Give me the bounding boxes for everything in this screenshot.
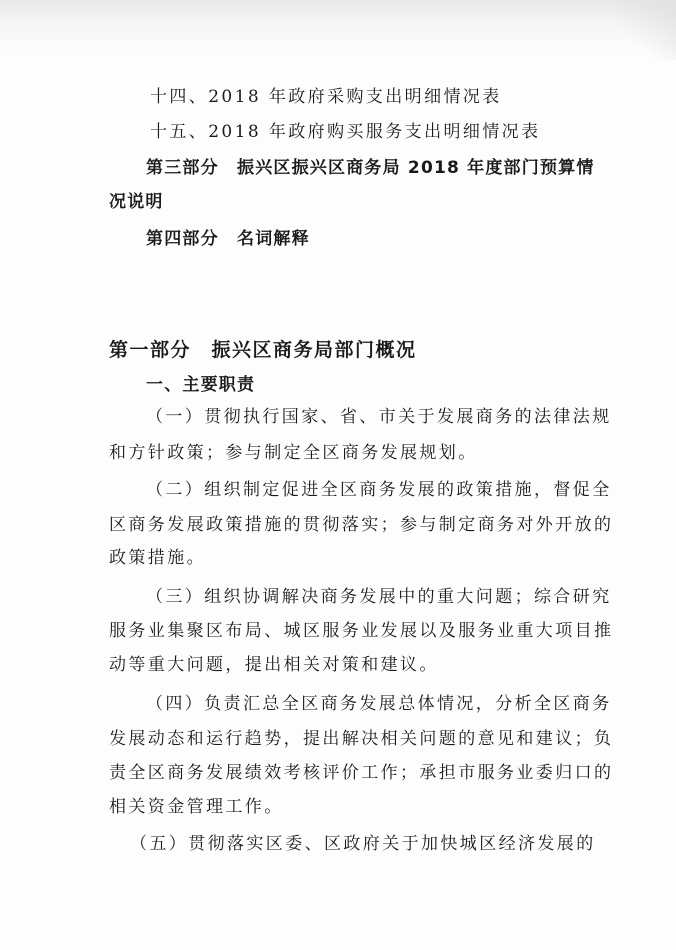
duty-4-line-2: 发展动态和运行趋势，提出解决相关问题的意见和建议；负 bbox=[109, 729, 614, 749]
duty-3-line-1: （三）组织协调解决商务发展中的重大问题；综合研究 bbox=[146, 587, 612, 607]
toc-item-14: 十四、2018 年政府采购支出明细情况表 bbox=[150, 87, 502, 107]
duty-4-line-1: （四）负责汇总全区商务发展总体情况，分析全区商务 bbox=[146, 694, 612, 714]
scan-shadow bbox=[0, 0, 676, 52]
duty-2-line-3: 政策措施。 bbox=[109, 548, 206, 568]
duty-1-line-2: 和方针政策；参与制定全区商务发展规划。 bbox=[109, 443, 478, 463]
duty-2-line-2: 区商务发展政策措施的贯彻落实；参与制定商务对外开放的 bbox=[109, 515, 614, 535]
duty-1-line-1: （一）贯彻执行国家、省、市关于发展商务的法律法规 bbox=[146, 407, 612, 427]
scan-corner-shadow bbox=[616, 0, 676, 60]
duty-2-line-1: （二）组织制定促进全区商务发展的政策措施，督促全 bbox=[146, 480, 612, 500]
duty-4-line-4: 相关资金管理工作。 bbox=[109, 797, 284, 817]
toc-part3-line2: 况说明 bbox=[109, 192, 164, 212]
duty-4-line-3: 责全区商务发展绩效考核评价工作；承担市服务业委归口的 bbox=[109, 763, 614, 783]
toc-part4: 第四部分 名词解释 bbox=[146, 229, 310, 249]
duty-5-line-1: （五）贯彻落实区委、区政府关于加快城区经济发展的 bbox=[130, 834, 596, 854]
duty-3-line-3: 动等重大问题，提出相关对策和建议。 bbox=[109, 655, 439, 675]
toc-item-15: 十五、2018 年政府购买服务支出明细情况表 bbox=[150, 122, 541, 142]
part1-title: 第一部分 振兴区商务局部门概况 bbox=[109, 339, 417, 361]
section1-title: 一、主要职责 bbox=[146, 375, 256, 395]
toc-part3-line1: 第三部分 振兴区振兴区商务局 2018 年度部门预算情 bbox=[146, 158, 595, 178]
duty-3-line-2: 服务业集聚区布局、城区服务业发展以及服务业重大项目推 bbox=[109, 621, 614, 641]
